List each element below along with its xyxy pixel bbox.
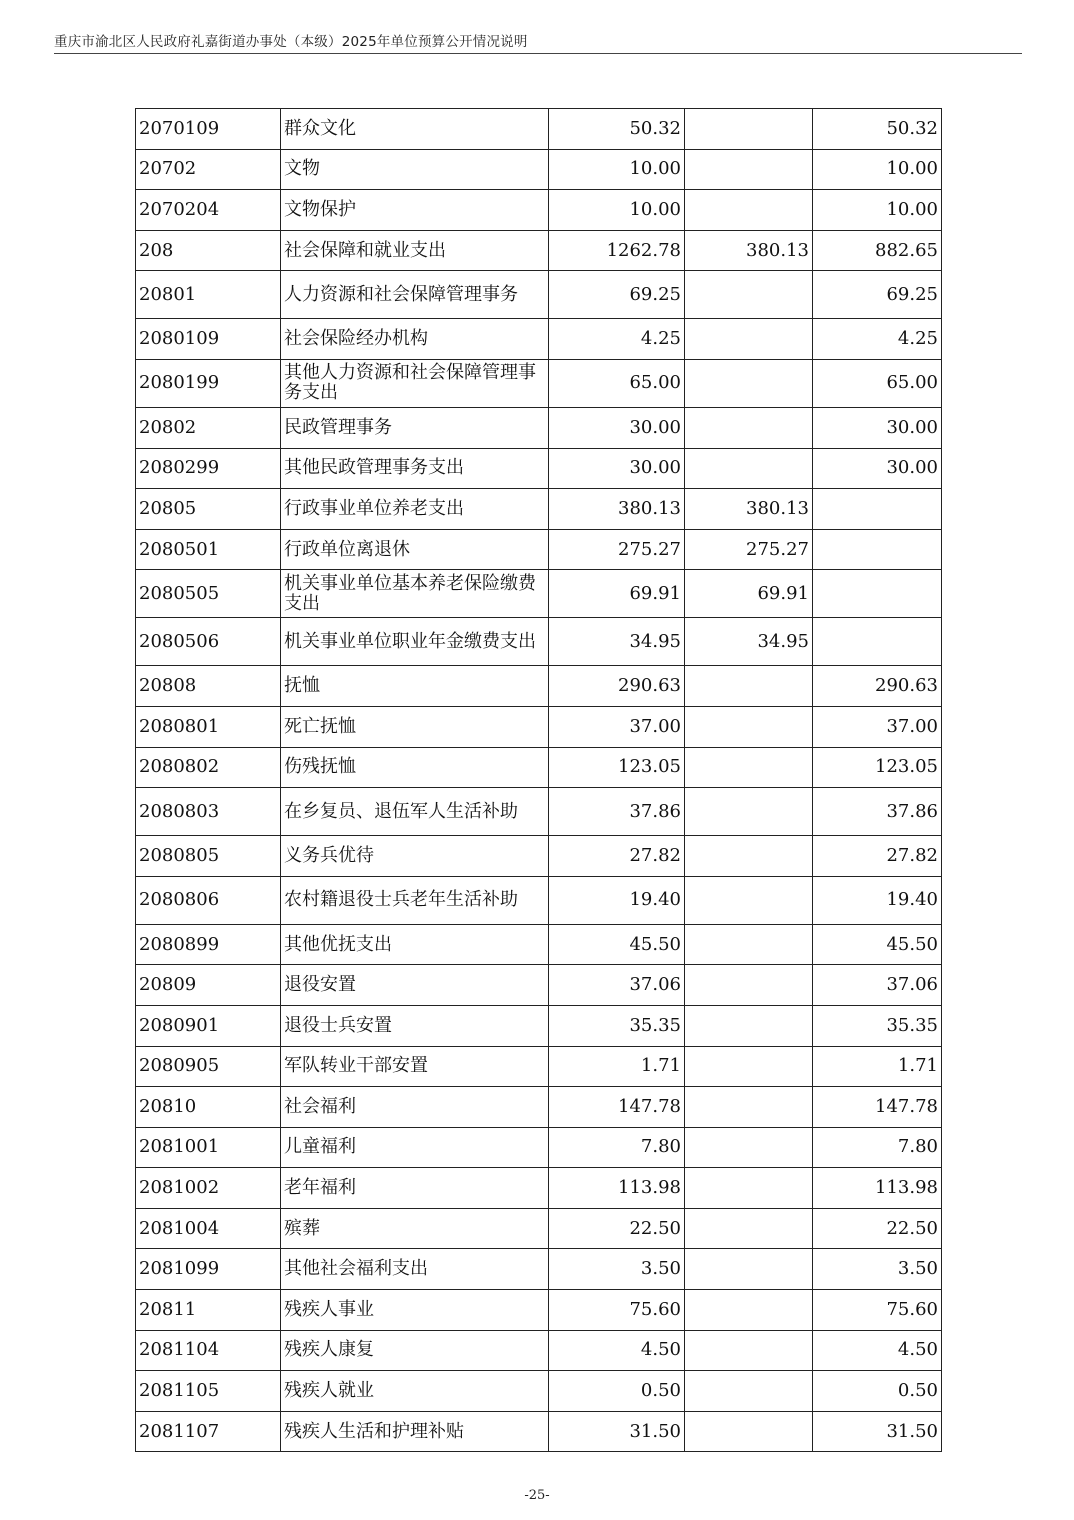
table-row <box>136 1005 942 1046</box>
cell-project: 10.00 <box>813 149 942 190</box>
cell-basic <box>685 1046 813 1087</box>
cell-code: 20811 <box>136 1290 281 1331</box>
table-row <box>136 1127 942 1168</box>
cell-project <box>813 529 942 570</box>
cell-total: 37.00 <box>549 706 685 747</box>
cell-name: 行政单位离退休 <box>281 529 549 570</box>
table-row <box>136 747 942 788</box>
cell-name: 其他民政管理事务支出 <box>281 448 549 489</box>
cell-code: 20702 <box>136 149 281 190</box>
header-divider <box>54 53 1022 54</box>
cell-project: 37.06 <box>813 965 942 1006</box>
cell-name: 残疾人就业 <box>281 1371 549 1412</box>
cell-code: 2080802 <box>136 747 281 788</box>
page-number: -25- <box>524 1488 550 1503</box>
cell-name: 社会保险经办机构 <box>281 319 549 360</box>
cell-total: 10.00 <box>549 149 685 190</box>
cell-name: 其他优抚支出 <box>281 924 549 965</box>
table-row <box>136 706 942 747</box>
cell-project <box>813 570 942 618</box>
cell-name: 军队转业干部安置 <box>281 1046 549 1087</box>
cell-project: 75.60 <box>813 1290 942 1331</box>
cell-name: 残疾人康复 <box>281 1330 549 1371</box>
cell-total: 31.50 <box>549 1411 685 1452</box>
cell-name: 社会保障和就业支出 <box>281 230 549 271</box>
table-row <box>136 407 942 448</box>
cell-total: 50.32 <box>549 109 685 150</box>
cell-name: 农村籍退役士兵老年生活补助 <box>281 876 549 924</box>
cell-total: 69.25 <box>549 271 685 319</box>
cell-code: 2080505 <box>136 570 281 618</box>
cell-basic <box>685 1208 813 1249</box>
cell-name: 机关事业单位基本养老保险缴费支出 <box>281 570 549 618</box>
cell-code: 2080899 <box>136 924 281 965</box>
cell-name: 儿童福利 <box>281 1127 549 1168</box>
cell-code: 20808 <box>136 666 281 707</box>
cell-total: 380.13 <box>549 489 685 530</box>
cell-name: 文物 <box>281 149 549 190</box>
cell-project: 4.25 <box>813 319 942 360</box>
cell-project: 37.00 <box>813 706 942 747</box>
cell-basic: 69.91 <box>685 570 813 618</box>
cell-project: 22.50 <box>813 1208 942 1249</box>
table-row <box>136 570 942 618</box>
cell-total: 290.63 <box>549 666 685 707</box>
cell-basic <box>685 149 813 190</box>
cell-code: 2081107 <box>136 1411 281 1452</box>
cell-name: 残疾人事业 <box>281 1290 549 1331</box>
cell-total: 113.98 <box>549 1168 685 1209</box>
cell-code: 2080806 <box>136 876 281 924</box>
cell-code: 2081099 <box>136 1249 281 1290</box>
cell-code: 20801 <box>136 271 281 319</box>
cell-name: 行政事业单位养老支出 <box>281 489 549 530</box>
cell-code: 2080299 <box>136 448 281 489</box>
cell-total: 30.00 <box>549 448 685 489</box>
table-row <box>136 1371 942 1412</box>
table-row <box>136 271 942 319</box>
cell-project: 123.05 <box>813 747 942 788</box>
cell-code: 2080901 <box>136 1005 281 1046</box>
cell-code: 208 <box>136 230 281 271</box>
table-row <box>136 965 942 1006</box>
table-row <box>136 109 942 150</box>
cell-total: 7.80 <box>549 1127 685 1168</box>
cell-basic <box>685 836 813 877</box>
cell-name: 死亡抚恤 <box>281 706 549 747</box>
cell-basic: 34.95 <box>685 618 813 666</box>
cell-total: 19.40 <box>549 876 685 924</box>
cell-project: 290.63 <box>813 666 942 707</box>
cell-code: 2080803 <box>136 788 281 836</box>
cell-project: 30.00 <box>813 407 942 448</box>
cell-code: 20802 <box>136 407 281 448</box>
cell-project: 1.71 <box>813 1046 942 1087</box>
cell-code: 2081105 <box>136 1371 281 1412</box>
cell-basic <box>685 788 813 836</box>
cell-code: 2080905 <box>136 1046 281 1087</box>
cell-basic <box>685 1127 813 1168</box>
cell-total: 35.35 <box>549 1005 685 1046</box>
cell-basic <box>685 319 813 360</box>
cell-project: 69.25 <box>813 271 942 319</box>
cell-name: 伤残抚恤 <box>281 747 549 788</box>
cell-project <box>813 618 942 666</box>
cell-name: 老年福利 <box>281 1168 549 1209</box>
cell-name: 人力资源和社会保障管理事务 <box>281 271 549 319</box>
cell-basic <box>685 1005 813 1046</box>
cell-project: 3.50 <box>813 1249 942 1290</box>
cell-basic <box>685 1168 813 1209</box>
cell-total: 27.82 <box>549 836 685 877</box>
cell-total: 147.78 <box>549 1087 685 1128</box>
cell-total: 65.00 <box>549 359 685 407</box>
table-row <box>136 230 942 271</box>
cell-basic <box>685 1249 813 1290</box>
cell-name: 殡葬 <box>281 1208 549 1249</box>
cell-basic <box>685 1371 813 1412</box>
cell-total: 34.95 <box>549 618 685 666</box>
table-row <box>136 359 942 407</box>
cell-name: 其他人力资源和社会保障管理事务支出 <box>281 359 549 407</box>
table-row <box>136 1087 942 1128</box>
table-row <box>136 876 942 924</box>
cell-basic <box>685 965 813 1006</box>
cell-name: 退役安置 <box>281 965 549 1006</box>
cell-code: 2080805 <box>136 836 281 877</box>
table-row <box>136 1411 942 1452</box>
cell-project: 113.98 <box>813 1168 942 1209</box>
cell-project: 50.32 <box>813 109 942 150</box>
cell-name: 退役士兵安置 <box>281 1005 549 1046</box>
table-row <box>136 1249 942 1290</box>
cell-total: 1262.78 <box>549 230 685 271</box>
table-row <box>136 1046 942 1087</box>
cell-total: 275.27 <box>549 529 685 570</box>
cell-code: 2080801 <box>136 706 281 747</box>
cell-code: 2070204 <box>136 190 281 231</box>
cell-name: 义务兵优待 <box>281 836 549 877</box>
cell-name: 群众文化 <box>281 109 549 150</box>
cell-basic <box>685 407 813 448</box>
cell-total: 75.60 <box>549 1290 685 1331</box>
cell-total: 30.00 <box>549 407 685 448</box>
cell-basic <box>685 747 813 788</box>
cell-code: 2080109 <box>136 319 281 360</box>
cell-total: 69.91 <box>549 570 685 618</box>
cell-project: 0.50 <box>813 1371 942 1412</box>
cell-basic <box>685 1290 813 1331</box>
table-row <box>136 529 942 570</box>
cell-code: 20809 <box>136 965 281 1006</box>
table-row <box>136 788 942 836</box>
cell-project <box>813 489 942 530</box>
cell-total: 37.06 <box>549 965 685 1006</box>
cell-basic <box>685 924 813 965</box>
cell-name: 机关事业单位职业年金缴费支出 <box>281 618 549 666</box>
cell-total: 0.50 <box>549 1371 685 1412</box>
cell-code: 2080501 <box>136 529 281 570</box>
cell-total: 3.50 <box>549 1249 685 1290</box>
table-row <box>136 1290 942 1331</box>
cell-code: 2080506 <box>136 618 281 666</box>
cell-code: 2081002 <box>136 1168 281 1209</box>
cell-total: 1.71 <box>549 1046 685 1087</box>
budget-table-body <box>136 109 942 1452</box>
table-row <box>136 924 942 965</box>
cell-project: 35.35 <box>813 1005 942 1046</box>
cell-code: 20805 <box>136 489 281 530</box>
cell-project: 65.00 <box>813 359 942 407</box>
cell-basic: 275.27 <box>685 529 813 570</box>
cell-basic <box>685 1087 813 1128</box>
cell-total: 10.00 <box>549 190 685 231</box>
cell-code: 2081004 <box>136 1208 281 1249</box>
cell-total: 22.50 <box>549 1208 685 1249</box>
cell-project: 30.00 <box>813 448 942 489</box>
cell-code: 2081001 <box>136 1127 281 1168</box>
table-row <box>136 1168 942 1209</box>
cell-project: 882.65 <box>813 230 942 271</box>
cell-code: 2081104 <box>136 1330 281 1371</box>
cell-total: 45.50 <box>549 924 685 965</box>
cell-project: 19.40 <box>813 876 942 924</box>
cell-basic: 380.13 <box>685 230 813 271</box>
table-row <box>136 149 942 190</box>
cell-code: 20810 <box>136 1087 281 1128</box>
cell-code: 2080199 <box>136 359 281 407</box>
cell-code: 2070109 <box>136 109 281 150</box>
cell-name: 抚恤 <box>281 666 549 707</box>
cell-basic <box>685 359 813 407</box>
cell-name: 社会福利 <box>281 1087 549 1128</box>
table-row <box>136 1208 942 1249</box>
cell-basic <box>685 1411 813 1452</box>
cell-basic <box>685 448 813 489</box>
table-row <box>136 836 942 877</box>
cell-total: 37.86 <box>549 788 685 836</box>
cell-name: 在乡复员、退伍军人生活补助 <box>281 788 549 836</box>
table-row <box>136 489 942 530</box>
cell-name: 残疾人生活和护理补贴 <box>281 1411 549 1452</box>
cell-total: 123.05 <box>549 747 685 788</box>
cell-basic <box>685 109 813 150</box>
cell-project: 7.80 <box>813 1127 942 1168</box>
cell-basic <box>685 1330 813 1371</box>
cell-project: 4.50 <box>813 1330 942 1371</box>
cell-name: 民政管理事务 <box>281 407 549 448</box>
cell-basic <box>685 876 813 924</box>
cell-project: 10.00 <box>813 190 942 231</box>
table-row <box>136 666 942 707</box>
cell-project: 37.86 <box>813 788 942 836</box>
cell-project: 45.50 <box>813 924 942 965</box>
cell-basic <box>685 190 813 231</box>
cell-basic <box>685 271 813 319</box>
table-row <box>136 319 942 360</box>
cell-project: 147.78 <box>813 1087 942 1128</box>
page-header: 重庆市渝北区人民政府礼嘉街道办事处（本级）2025年单位预算公开情况说明 <box>54 34 528 50</box>
cell-total: 4.25 <box>549 319 685 360</box>
cell-basic: 380.13 <box>685 489 813 530</box>
cell-project: 31.50 <box>813 1411 942 1452</box>
cell-basic <box>685 706 813 747</box>
budget-table <box>135 108 942 1452</box>
table-row <box>136 618 942 666</box>
cell-name: 文物保护 <box>281 190 549 231</box>
table-row <box>136 190 942 231</box>
cell-basic <box>685 666 813 707</box>
cell-name: 其他社会福利支出 <box>281 1249 549 1290</box>
cell-total: 4.50 <box>549 1330 685 1371</box>
table-row <box>136 448 942 489</box>
cell-project: 27.82 <box>813 836 942 877</box>
table-row <box>136 1330 942 1371</box>
